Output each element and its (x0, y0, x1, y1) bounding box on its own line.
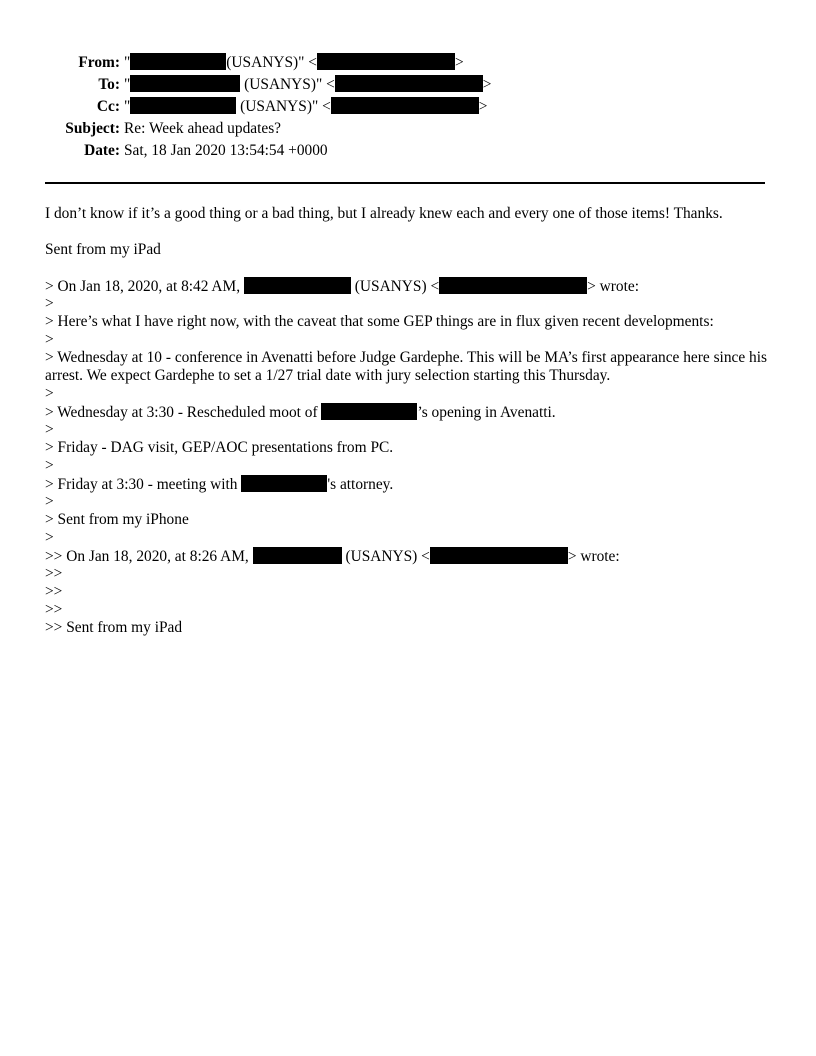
date-row (0, 140, 816, 162)
to-value (124, 74, 491, 96)
quoted-signature: >> Sent from my iPad (45, 619, 183, 636)
redaction-box (130, 97, 236, 114)
quote-header-org: (USANYS) < (350, 278, 440, 295)
email-body (45, 205, 767, 637)
subject-row (0, 118, 816, 140)
redaction-box (335, 75, 483, 92)
quote-header-suffix: > wrote: (587, 278, 639, 295)
from-value (124, 52, 464, 74)
quote-marker: > (45, 457, 54, 474)
date-label: Date: (84, 142, 120, 159)
cc-close: > (478, 98, 488, 115)
from-label: From: (78, 54, 120, 71)
email-header (0, 52, 816, 162)
redaction-box (130, 53, 226, 70)
quoted-line (45, 475, 767, 493)
quote-marker: > (45, 331, 54, 348)
to-org: (USANYS)" < (240, 76, 335, 93)
quoted-signature: > Sent from my iPhone (45, 511, 189, 528)
quote-header-1 (45, 277, 767, 295)
cc-quote: " (124, 98, 131, 115)
subject-value: Re: Week ahead updates? (124, 120, 282, 137)
to-label: To: (98, 76, 120, 93)
redaction-box (244, 277, 351, 294)
quoted-line: > Here’s what I have right now, with the caveat that some GEP things are in flux given recent developments: (45, 313, 714, 330)
from-close: > (454, 54, 464, 71)
quote-marker: >> (45, 565, 63, 582)
signature: Sent from my iPad (45, 241, 161, 258)
quote-header-prefix: >> On Jan 18, 2020, at 8:26 AM, (45, 548, 253, 565)
redaction-box (331, 97, 479, 114)
quote-marker: > (45, 529, 54, 546)
reply-text: I don’t know if it’s a good thing or a bad thing, but I already knew each and every one of those items! Thanks. (45, 205, 723, 222)
quoted-text: ’s opening in Avenatti. (417, 404, 556, 421)
cc-value (124, 96, 487, 118)
redaction-box (130, 75, 240, 92)
quote-header-prefix: > On Jan 18, 2020, at 8:42 AM, (45, 278, 244, 295)
from-org: (USANYS)" < (226, 54, 317, 71)
quote-header-org: (USANYS) < (341, 548, 430, 565)
redaction-box (253, 547, 342, 564)
to-close: > (482, 76, 492, 93)
to-row (0, 74, 816, 96)
quoted-text: > Friday at 3:30 - meeting with (45, 476, 242, 493)
redaction-box (241, 475, 327, 492)
quoted-line: > Friday - DAG visit, GEP/AOC presentations from PC. (45, 439, 394, 456)
quoted-line: > Wednesday at 10 - conference in Avenatti before Judge Gardephe. This will be MA’s first appearance here since his arrest. We expect Gardephe to set a 1/27 trial date with jury selection starting this Thursday. (45, 349, 767, 384)
cc-org: (USANYS)" < (236, 98, 331, 115)
header-divider (45, 182, 765, 184)
quote-header-suffix: > wrote: (567, 548, 620, 565)
redaction-box (321, 403, 417, 420)
quoted-text: 's attorney. (327, 476, 394, 493)
redaction-box (439, 277, 587, 294)
date-value: Sat, 18 Jan 2020 13:54:54 +0000 (124, 142, 328, 159)
cc-row (0, 96, 816, 118)
quote-marker: > (45, 493, 54, 510)
redaction-box (317, 53, 455, 70)
quote-marker: >> (45, 583, 63, 600)
subject-label: Subject: (65, 120, 120, 137)
quote-marker: > (45, 421, 54, 438)
quote-header-2 (45, 547, 767, 565)
from-row (0, 52, 816, 74)
quote-marker: > (45, 385, 54, 402)
cc-label: Cc: (96, 98, 120, 115)
quote-marker: > (45, 295, 54, 312)
to-quote: " (124, 76, 131, 93)
from-quote: " (124, 54, 131, 71)
quoted-line (45, 403, 767, 421)
redaction-box (430, 547, 568, 564)
quote-marker: >> (45, 601, 63, 618)
quoted-text: > Wednesday at 3:30 - Rescheduled moot of (45, 404, 322, 421)
